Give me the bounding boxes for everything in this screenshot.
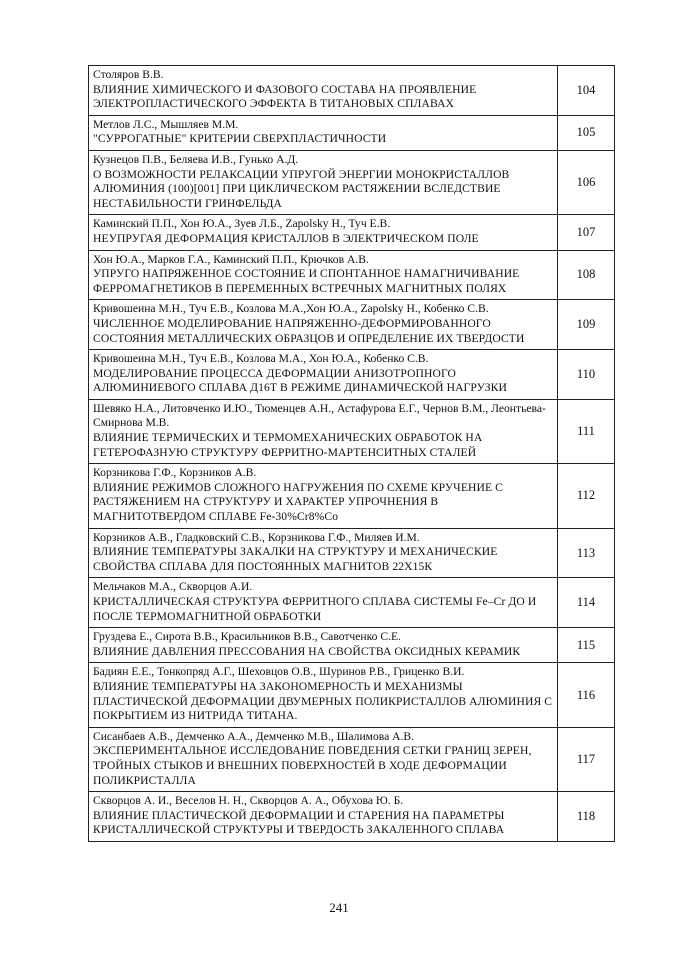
entry-page-number: 110 bbox=[558, 350, 615, 400]
page-number: 241 bbox=[329, 900, 349, 915]
entry-page-number: 112 bbox=[558, 464, 615, 528]
entry-authors: Корзников А.В., Гладковский С.В., Корзникова Г.Ф., Миляев И.М. bbox=[93, 530, 420, 544]
toc-entry-row bbox=[89, 66, 615, 116]
toc-entry-row bbox=[89, 350, 615, 400]
entry-authors: Столяров В.В. bbox=[93, 68, 164, 81]
entry-cell bbox=[89, 350, 558, 400]
entry-title: ВЛИЯНИЕ ДАВЛЕНИЯ ПРЕССОВАНИЯ НА СВОЙСТВА ОКСИДНЫХ КЕРАМИК bbox=[93, 644, 521, 658]
toc-entry-row bbox=[89, 215, 615, 250]
entry-authors: Метлов Л.С., Мышляев М.М. bbox=[93, 117, 239, 131]
entry-authors: Сисанбаев А.В., Демченко А.А., Демченко М.В., Шалимова А.В. bbox=[93, 729, 415, 743]
toc-entry-row bbox=[89, 792, 615, 842]
toc-entry-row bbox=[89, 727, 615, 791]
entry-page-number: 109 bbox=[558, 300, 615, 350]
entry-cell bbox=[89, 464, 558, 528]
entry-cell bbox=[89, 115, 558, 150]
entry-authors: Кузнецов П.В., Беляева И.В., Гунько А.Д. bbox=[93, 152, 299, 166]
toc-entry-row bbox=[89, 578, 615, 628]
entry-page-number: 114 bbox=[558, 578, 615, 628]
entry-page-number: 105 bbox=[558, 115, 615, 150]
entry-cell bbox=[89, 250, 558, 300]
entry-cell bbox=[89, 150, 558, 214]
contents-table-body bbox=[89, 66, 615, 842]
entry-authors: Груздева Е., Сирота В.В., Красильников В.В., Савотченко С.Е. bbox=[93, 630, 401, 644]
entry-page-number: 106 bbox=[558, 150, 615, 214]
entry-title: ВЛИЯНИЕ ТЕМПЕРАТУРЫ ЗАКАЛКИ НА СТРУКТУРУ И МЕХАНИЧЕСКИЕ СВОЙСТВА СПЛАВА ДЛЯ ПОСТОЯННЫХ МАГНИТОВ 22Х15К bbox=[93, 545, 498, 573]
entry-authors: Корзникова Г.Ф., Корзников А.В. bbox=[93, 466, 257, 480]
toc-entry-row bbox=[89, 399, 615, 463]
entry-page-number: 107 bbox=[558, 215, 615, 250]
entry-authors: Бадиян Е.Е., Тонкопряд А.Г., Шеховцов О.В., Шуринов Р.В., Гриценко В.И. bbox=[93, 665, 465, 679]
entry-title: ВЛИЯНИЕ ТЕРМИЧЕСКИХ И ТЕРМОМЕХАНИЧЕСКИХ ОБРАБОТОК НА ГЕТЕРОФАЗНУЮ СТРУКТУРУ ФЕРРИТНО-МАРТЕНСИТНЫХ СТАЛЕЙ bbox=[93, 431, 483, 459]
entry-title: НЕУПРУГАЯ ДЕФОРМАЦИЯ КРИСТАЛЛОВ В ЭЛЕКТРИЧЕСКОМ ПОЛЕ bbox=[93, 231, 479, 245]
contents-table bbox=[88, 65, 615, 842]
entry-title: КРИСТАЛЛИЧЕСКАЯ СТРУКТУРА ФЕРРИТНОГО СПЛАВА СИСТЕМЫ Fe–Cr ДО И ПОСЛЕ ТЕРМОМАГНИТНОЙ ОБРАБОТКИ bbox=[93, 595, 537, 623]
toc-entry-row bbox=[89, 628, 615, 663]
entry-authors: Кривошеина М.Н., Туч Е.В., Козлова М.А., Хон Ю.А., Кобенко С.В. bbox=[93, 352, 429, 366]
entry-page-number: 111 bbox=[558, 399, 615, 463]
entry-authors: Кривошеина М.Н., Туч Е.В., Козлова М.А.,Хон Ю.А., Zapolsky H., Кобенко С.В. bbox=[93, 302, 489, 316]
entry-page-number: 118 bbox=[558, 792, 615, 842]
entry-title: ВЛИЯНИЕ РЕЖИМОВ СЛОЖНОГО НАГРУЖЕНИЯ ПО СХЕМЕ КРУЧЕНИЕ С РАСТЯЖЕНИЕМ НА СТРУКТУРУ И ХАРАКТЕР УПРОЧНЕНИЯ В МАГНИТОТВЕРДОМ СПЛАВЕ Fe-30%Cr8%Co bbox=[93, 480, 503, 524]
entry-page-number: 116 bbox=[558, 663, 615, 727]
entry-title: ВЛИЯНИЕ ХИМИЧЕСКОГО И ФАЗОВОГО СОСТАВА НА ПРОЯВЛЕНИЕ ЭЛЕКТРОПЛАСТИЧЕСКОГО ЭФФЕКТА В ТИТАНОВЫХ СПЛАВАХ bbox=[93, 82, 477, 111]
entry-cell bbox=[89, 66, 558, 116]
entry-authors: Скворцов А. И., Веселов Н. Н., Скворцов А. А., Обухова Ю. Б. bbox=[93, 794, 404, 808]
entry-page-number: 104 bbox=[558, 66, 615, 116]
entry-page-number: 115 bbox=[558, 628, 615, 663]
entry-title: УПРУГО НАПРЯЖЕННОЕ СОСТОЯНИЕ И СПОНТАННОЕ НАМАГНИЧИВАНИЕ ФЕРРОМАГНЕТИКОВ В ПЕРЕМЕННЫХ ВСТРЕЧНЫХ МАГНИТНЫХ ПОЛЯХ bbox=[93, 267, 520, 295]
entry-authors: Шевяко Н.А., Литовченко И.Ю., Тюменцев А.Н., Астафурова Е.Г., Чернов В.М., Леонтьева-Смирнова М.В. bbox=[93, 401, 546, 430]
toc-entry-row bbox=[89, 150, 615, 214]
entry-authors: Хон Ю.А., Марков Г.А., Каминский П.П., Крючков А.В. bbox=[93, 252, 369, 266]
entry-authors: Мельчаков М.А., Скворцов А.И. bbox=[93, 580, 253, 594]
entry-cell bbox=[89, 663, 558, 727]
entry-title: ЭКСПЕРИМЕНТАЛЬНОЕ ИССЛЕДОВАНИЕ ПОВЕДЕНИЯ СЕТКИ ГРАНИЦ ЗЕРЕН, ТРОЙНЫХ СТЫКОВ И ВНЕШНИХ ПОВЕРХНОСТЕЙ В ХОДЕ ДЕФОРМАЦИИ ПОЛИКРИСТАЛЛА bbox=[93, 744, 532, 787]
entry-title: "СУРРОГАТНЫЕ" КРИТЕРИИ СВЕРХПЛАСТИЧНОСТИ bbox=[93, 132, 387, 146]
entry-cell bbox=[89, 628, 558, 663]
entry-authors: Каминский П.П., Хон Ю.А., Зуев Л.Б., Zapolsky H., Туч Е.В. bbox=[93, 217, 391, 231]
entry-page-number: 117 bbox=[558, 727, 615, 791]
entry-page-number: 113 bbox=[558, 528, 615, 578]
toc-entry-row bbox=[89, 115, 615, 150]
entry-cell bbox=[89, 399, 558, 463]
entry-cell bbox=[89, 578, 558, 628]
toc-entry-row bbox=[89, 250, 615, 300]
entry-cell bbox=[89, 215, 558, 250]
entry-title: МОДЕЛИРОВАНИЕ ПРОЦЕССА ДЕФОРМАЦИИ АНИЗОТРОПНОГО АЛЮМИНИЕВОГО СПЛАВА Д16Т В РЕЖИМЕ ДИНАМИЧЕСКОЙ НАГРУЗКИ bbox=[93, 366, 507, 395]
entry-title: ВЛИЯНИЕ ТЕМПЕРАТУРЫ НА ЗАКОНОМЕРНОСТЬ И МЕХАНИЗМЫ ПЛАСТИЧЕСКОЙ ДЕФОРМАЦИИ ДВУМЕРНЫХ ПОЛИКРИСТАЛЛОВ АЛЮМИНИЯ С ПОКРЫТИЕМ ИЗ НИТРИДА ТИТАНА. bbox=[93, 679, 553, 723]
toc-entry-row bbox=[89, 300, 615, 350]
entry-cell bbox=[89, 300, 558, 350]
entry-title: ВЛИЯНИЕ ПЛАСТИЧЕСКОЙ ДЕФОРМАЦИИ И СТАРЕНИЯ НА ПАРАМЕТРЫ КРИСТАЛЛИЧЕСКОЙ СТРУКТУРЫ И ТВЕРДОСТЬ ЗАКАЛЕННОГО СПЛАВА bbox=[93, 808, 505, 837]
toc-entry-row bbox=[89, 528, 615, 578]
toc-entry-row bbox=[89, 663, 615, 727]
toc-entry-row bbox=[89, 464, 615, 528]
entry-cell bbox=[89, 727, 558, 791]
entry-cell bbox=[89, 792, 558, 842]
entry-title: О ВОЗМОЖНОСТИ РЕЛАКСАЦИИ УПРУГОЙ ЭНЕРГИИ МОНОКРИСТАЛЛОВ АЛЮМИНИЯ (100)[001] ПРИ ЦИКЛИЧЕСКОМ РАСТЯЖЕНИИ ВСЛЕДСТВИЕ НЕСТАБИЛЬНОСТИ ГРИНФЕЛЬДА bbox=[93, 167, 510, 210]
entry-cell bbox=[89, 528, 558, 578]
entry-page-number: 108 bbox=[558, 250, 615, 300]
entry-title: ЧИСЛЕННОЕ МОДЕЛИРОВАНИЕ НАПРЯЖЕННО-ДЕФОРМИРОВАННОГО СОСТОЯНИЯ МЕТАЛЛИЧЕСКИХ ОБРАЗЦОВ И ОПРЕДЕЛЕНИЕ ИХ ТВЕРДОСТИ bbox=[93, 316, 525, 345]
